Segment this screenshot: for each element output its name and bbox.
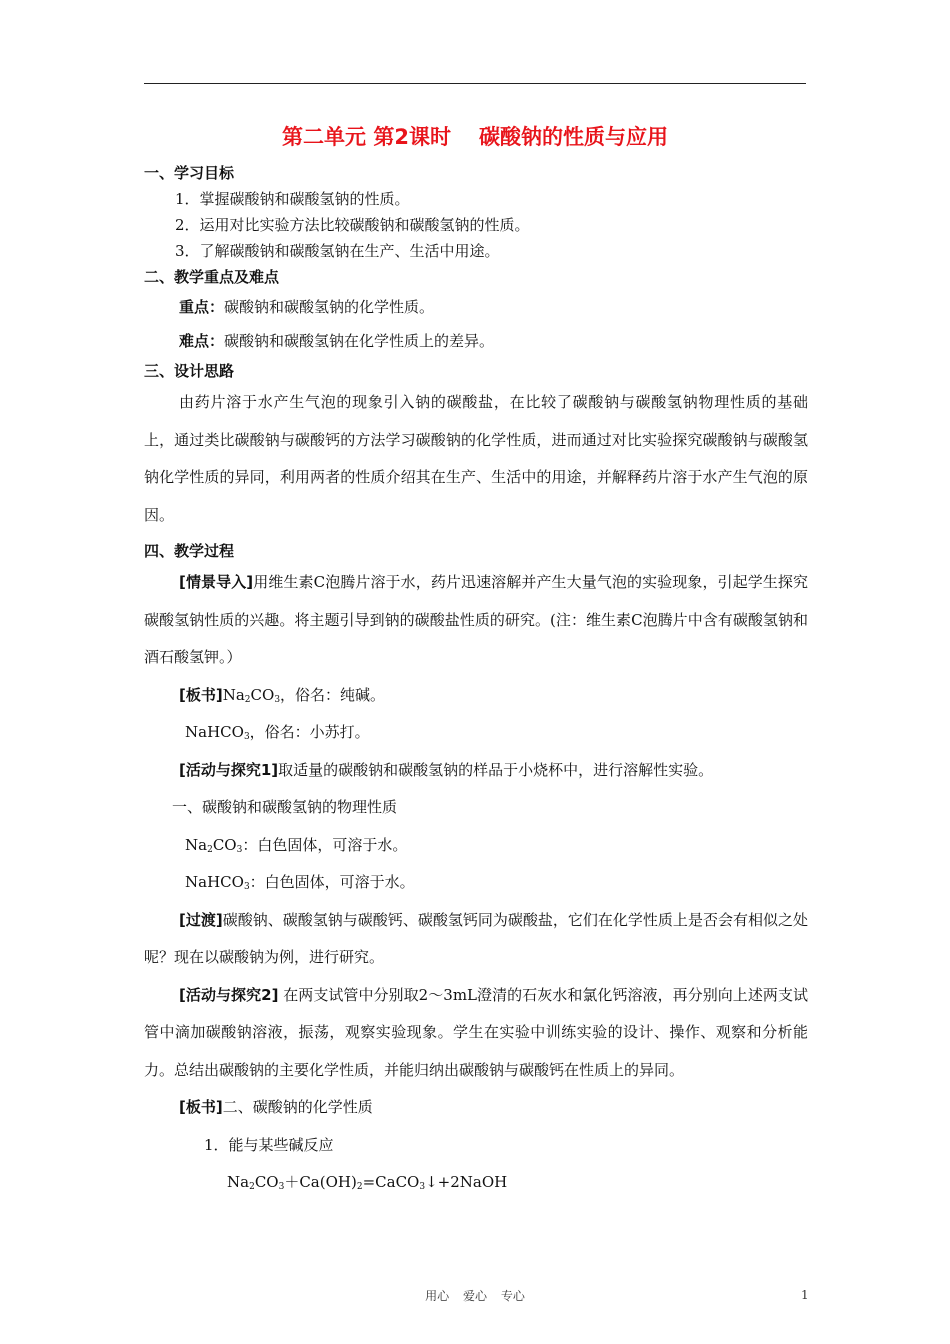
objective-item-1: 1．掌握碳酸钠和碳酸氢钠的性质。	[175, 190, 410, 208]
physical-properties-heading: 一、碳酸钠和碳酸氢钠的物理性质	[172, 798, 398, 816]
activity-1	[144, 752, 808, 790]
activity-2-text: 在两支试管中分别取2～3mL澄清的石灰水和氯化钙溶液，再分别向上述两支试管中滴加碳酸钠溶液，振荡，观察实验现象。学生在实验中训练实验的设计、操作、观察和分析能力。总结出碳酸钠的主要化学性质，并能归纳出碳酸钠与碳酸钙在性质上的异同。	[144, 985, 808, 1079]
header-rule	[144, 83, 806, 84]
objective-item-2: 2．运用对比实验方法比较碳酸钠和碳酸氢钠的性质。	[175, 216, 530, 234]
footer-word-1: 用心	[425, 1289, 450, 1303]
objective-item-3: 3．了解碳酸钠和碳酸氢钠在生产、生活中用途。	[175, 242, 500, 260]
difficult-point	[144, 324, 808, 358]
section-heading-1: 一、学习目标	[144, 164, 235, 182]
design-paragraph: 由药片溶于水产生气泡的现象引入钠的碳酸盐，在比较了碳酸钠与碳酸氢钠物理性质的基础上，通过类比碳酸钠与碳酸钙的方法学习碳酸钠的化学性质，进而通过对比实验探究碳酸钠与碳酸氢钠化学性质的异同，利用两者的性质介绍其在生产、生活中的用途，并解释药片溶于水产生气泡的原因。	[144, 393, 808, 524]
transition-paragraph	[144, 902, 808, 977]
intro-text: 用维生素C泡腾片溶于水，药片迅速溶解并产生大量气泡的实验现象，引起学生探究碳酸氢钠性质的兴趣。将主题引导到钠的碳酸盐性质的研究。(注：维生素C泡腾片中含有碳酸氢钠和酒石酸氢钾。）	[144, 573, 808, 666]
physical-property-2-text: ：白色固体，可溶于水。	[249, 873, 415, 891]
key-point-label: 重点：	[179, 298, 225, 316]
title-part-1: 第二单元 第2课时	[282, 125, 451, 149]
board-text-2: ，俗名：小苏打。	[249, 723, 370, 741]
chemical-property-1: 1．能与某些碱反应	[204, 1135, 334, 1154]
board-text-1: ，俗名：纯碱。	[280, 685, 386, 704]
physical-property-1	[144, 827, 808, 865]
physical-property-1-text: ：白色固体，可溶于水。	[242, 835, 408, 854]
footer-word-3: 专心	[500, 1289, 525, 1303]
title-part-2: 碳酸钠的性质与应用	[478, 125, 668, 149]
formula-na2co3: $Na_2CO_3$	[222, 685, 281, 705]
page-number: 1	[801, 1288, 809, 1302]
difficult-point-text: 碳酸钠和碳酸氢钠在化学性质上的差异。	[224, 332, 495, 350]
difficult-point-label: 难点：	[179, 332, 225, 350]
physical-property-2	[144, 864, 808, 902]
board-label-2: [板书]	[179, 1098, 223, 1116]
board-line-3	[144, 1089, 808, 1127]
transition-text: 碳酸钠、碳酸氢钠与碳酸钙、碳酸氢钙同为碳酸盐，它们在化学性质上是否会有相似之处呢？现在以碳酸钠为例，进行研究。	[144, 910, 808, 966]
transition-label: [过渡]	[179, 910, 223, 929]
board-text-3: 二、碳酸钠的化学性质	[222, 1098, 373, 1116]
activity-1-label: [活动与探究1]	[179, 760, 279, 779]
key-point-text: 碳酸钠和碳酸氢钠的化学性质。	[224, 298, 435, 316]
board-label-1: [板书]	[179, 685, 223, 704]
section-heading-3: 三、设计思路	[144, 362, 235, 380]
formula-na2co3: $Na_2CO_3$	[185, 835, 243, 855]
activity-2-paragraph	[144, 977, 808, 1090]
section-heading-4: 四、教学过程	[144, 542, 235, 560]
formula-nahco3: NaHCO$_3$	[185, 723, 250, 742]
footer-word-2: 爱心	[462, 1289, 487, 1303]
activity-1-text: 取适量的碳酸钠和碳酸氢钠的样品于小烧杯中，进行溶解性实验。	[278, 760, 714, 779]
document-body	[144, 160, 808, 1202]
formula-nahco3: NaHCO$_3$	[185, 873, 250, 892]
board-line-1	[144, 677, 808, 715]
key-point	[144, 290, 808, 324]
activity-2-label: [活动与探究2]	[179, 985, 279, 1004]
reaction-equation: $Na_2CO_3+Ca(OH)_2=CaCO_3↓+2NaOH$	[227, 1173, 508, 1192]
document-title	[144, 121, 806, 151]
intro-label: [情景导入]	[179, 573, 254, 591]
board-line-2	[144, 714, 808, 752]
section-heading-2: 二、教学重点及难点	[144, 268, 280, 286]
intro-paragraph	[144, 564, 808, 677]
